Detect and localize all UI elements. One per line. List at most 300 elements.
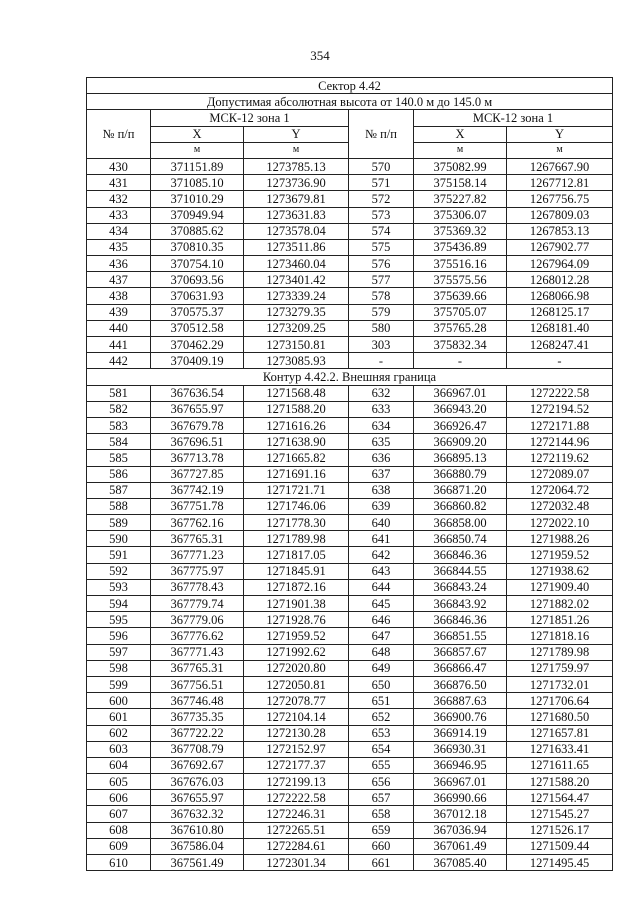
cell-y-left: 1273401.42 bbox=[244, 272, 349, 288]
cell-num-right: 645 bbox=[349, 596, 414, 612]
cell-x-right: 375705.07 bbox=[414, 304, 507, 320]
cell-y-right: 1271988.26 bbox=[507, 531, 613, 547]
cell-y-left: 1273460.04 bbox=[244, 256, 349, 272]
cell-num-right: 647 bbox=[349, 628, 414, 644]
cell-num-left: 597 bbox=[87, 644, 151, 660]
cell-x-left: 367735.35 bbox=[151, 709, 244, 725]
cell-y-right: - bbox=[507, 353, 613, 369]
cell-y-left: 1271992.62 bbox=[244, 644, 349, 660]
cell-y-right: 1267667.90 bbox=[507, 158, 613, 174]
cell-num-right: 660 bbox=[349, 838, 414, 854]
table-row bbox=[87, 757, 613, 773]
table-row bbox=[87, 774, 613, 790]
cell-x-left: 367765.31 bbox=[151, 531, 244, 547]
cell-num-left: 599 bbox=[87, 676, 151, 692]
cell-x-right: 375306.07 bbox=[414, 207, 507, 223]
cell-num-left: 441 bbox=[87, 337, 151, 353]
cell-x-left: 370949.94 bbox=[151, 207, 244, 223]
cell-x-left: 367776.62 bbox=[151, 628, 244, 644]
cell-num-right: 577 bbox=[349, 272, 414, 288]
table-row bbox=[87, 498, 613, 514]
section-title-row bbox=[87, 369, 613, 385]
cell-y-left: 1271845.91 bbox=[244, 563, 349, 579]
cell-num-left: 586 bbox=[87, 466, 151, 482]
cell-num-left: 587 bbox=[87, 482, 151, 498]
cell-y-right: 1271909.40 bbox=[507, 579, 613, 595]
table-row bbox=[87, 434, 613, 450]
cell-num-left: 590 bbox=[87, 531, 151, 547]
cell-x-left: 367696.51 bbox=[151, 434, 244, 450]
cell-num-right: 652 bbox=[349, 709, 414, 725]
cell-x-left: 367636.54 bbox=[151, 385, 244, 401]
cell-x-right: 366946.95 bbox=[414, 757, 507, 773]
cell-x-left: 367610.80 bbox=[151, 822, 244, 838]
page-number: 354 bbox=[310, 48, 330, 63]
cell-y-left: 1271721.71 bbox=[244, 482, 349, 498]
table-row bbox=[87, 466, 613, 482]
cell-x-left: 367779.06 bbox=[151, 612, 244, 628]
cell-x-right: 366844.55 bbox=[414, 563, 507, 579]
cell-num-left: 605 bbox=[87, 774, 151, 790]
cell-num-left: 603 bbox=[87, 741, 151, 757]
cell-y-right: 1271588.20 bbox=[507, 774, 613, 790]
cell-num-left: 585 bbox=[87, 450, 151, 466]
cell-num-left: 582 bbox=[87, 401, 151, 417]
cell-x-left: 371151.89 bbox=[151, 158, 244, 174]
cell-y-right: 1271509.44 bbox=[507, 838, 613, 854]
unit-x-left: м bbox=[151, 142, 244, 158]
height-range-row bbox=[87, 94, 613, 110]
cell-x-right: 367036.94 bbox=[414, 822, 507, 838]
table-body-sector bbox=[87, 158, 613, 368]
cell-num-right: 303 bbox=[349, 337, 414, 353]
cell-x-left: 370754.10 bbox=[151, 256, 244, 272]
table-body-contour bbox=[87, 385, 613, 871]
cell-num-right: - bbox=[349, 353, 414, 369]
cell-y-right: 1272222.58 bbox=[507, 385, 613, 401]
cell-num-right: 632 bbox=[349, 385, 414, 401]
cell-num-left: 606 bbox=[87, 790, 151, 806]
cell-num-right: 653 bbox=[349, 725, 414, 741]
cell-y-right: 1267964.09 bbox=[507, 256, 613, 272]
table-row bbox=[87, 320, 613, 336]
cell-y-left: 1271638.90 bbox=[244, 434, 349, 450]
cell-y-left: 1272301.34 bbox=[244, 855, 349, 871]
cell-x-right: 367085.40 bbox=[414, 855, 507, 871]
cell-num-right: 638 bbox=[349, 482, 414, 498]
cell-num-left: 588 bbox=[87, 498, 151, 514]
table-row bbox=[87, 191, 613, 207]
cell-x-left: 367727.85 bbox=[151, 466, 244, 482]
table-row bbox=[87, 223, 613, 239]
cell-x-right: 375639.66 bbox=[414, 288, 507, 304]
cell-x-right: 366967.01 bbox=[414, 385, 507, 401]
cell-y-right: 1267712.81 bbox=[507, 175, 613, 191]
cell-y-right: 1271657.81 bbox=[507, 725, 613, 741]
table-row bbox=[87, 596, 613, 612]
cell-y-right: 1268181.40 bbox=[507, 320, 613, 336]
cell-y-left: 1273679.81 bbox=[244, 191, 349, 207]
cell-x-right: 375832.34 bbox=[414, 337, 507, 353]
cell-x-left: 371085.10 bbox=[151, 175, 244, 191]
table-row bbox=[87, 401, 613, 417]
cell-num-right: 641 bbox=[349, 531, 414, 547]
cell-num-left: 584 bbox=[87, 434, 151, 450]
cell-x-right: 366858.00 bbox=[414, 515, 507, 531]
cell-x-right: 366926.47 bbox=[414, 417, 507, 433]
cell-y-right: 1267809.03 bbox=[507, 207, 613, 223]
cell-y-left: 1271778.30 bbox=[244, 515, 349, 531]
cell-num-left: 439 bbox=[87, 304, 151, 320]
cell-x-right: 366914.19 bbox=[414, 725, 507, 741]
table-row bbox=[87, 725, 613, 741]
cell-num-left: 433 bbox=[87, 207, 151, 223]
cell-y-left: 1272078.77 bbox=[244, 693, 349, 709]
cell-y-right: 1272022.10 bbox=[507, 515, 613, 531]
cell-y-right: 1268066.98 bbox=[507, 288, 613, 304]
cell-num-right: 570 bbox=[349, 158, 414, 174]
cell-num-left: 601 bbox=[87, 709, 151, 725]
table-row bbox=[87, 628, 613, 644]
cell-x-left: 370409.19 bbox=[151, 353, 244, 369]
cell-x-right: 366990.66 bbox=[414, 790, 507, 806]
cell-num-left: 431 bbox=[87, 175, 151, 191]
cell-num-left: 607 bbox=[87, 806, 151, 822]
unit-x-right: м bbox=[414, 142, 507, 158]
cell-y-right: 1268012.28 bbox=[507, 272, 613, 288]
cell-y-left: 1271691.16 bbox=[244, 466, 349, 482]
cell-num-left: 440 bbox=[87, 320, 151, 336]
cell-y-right: 1271959.52 bbox=[507, 547, 613, 563]
cell-x-right: 366909.20 bbox=[414, 434, 507, 450]
cell-x-left: 367586.04 bbox=[151, 838, 244, 854]
cell-x-right: 375765.28 bbox=[414, 320, 507, 336]
column-header-num-right: № п/п bbox=[349, 110, 414, 159]
cell-num-left: 432 bbox=[87, 191, 151, 207]
cell-x-left: 367771.43 bbox=[151, 644, 244, 660]
cell-x-right: 375516.16 bbox=[414, 256, 507, 272]
table-row bbox=[87, 676, 613, 692]
cell-x-left: 370631.93 bbox=[151, 288, 244, 304]
cell-num-right: 655 bbox=[349, 757, 414, 773]
cell-x-right: 366857.67 bbox=[414, 644, 507, 660]
cell-y-right: 1272144.96 bbox=[507, 434, 613, 450]
coordinates-table bbox=[86, 77, 613, 871]
table-row bbox=[87, 822, 613, 838]
cell-y-left: 1271928.76 bbox=[244, 612, 349, 628]
cell-x-right: 366846.36 bbox=[414, 612, 507, 628]
table-row bbox=[87, 806, 613, 822]
cell-x-left: 367742.19 bbox=[151, 482, 244, 498]
cell-x-right: 366967.01 bbox=[414, 774, 507, 790]
cell-y-left: 1273339.24 bbox=[244, 288, 349, 304]
cell-num-right: 574 bbox=[349, 223, 414, 239]
cell-num-right: 575 bbox=[349, 239, 414, 255]
cell-num-left: 608 bbox=[87, 822, 151, 838]
cell-y-left: 1271872.16 bbox=[244, 579, 349, 595]
table-row bbox=[87, 531, 613, 547]
cell-num-right: 642 bbox=[349, 547, 414, 563]
cell-num-left: 435 bbox=[87, 239, 151, 255]
cell-y-right: 1272119.62 bbox=[507, 450, 613, 466]
coord-system-left: МСК-12 зона 1 bbox=[151, 110, 349, 126]
cell-y-left: 1272050.81 bbox=[244, 676, 349, 692]
cell-num-right: 576 bbox=[349, 256, 414, 272]
table-row bbox=[87, 563, 613, 579]
table-row bbox=[87, 547, 613, 563]
cell-x-right: 366871.20 bbox=[414, 482, 507, 498]
cell-x-right: 375082.99 bbox=[414, 158, 507, 174]
cell-num-right: 649 bbox=[349, 660, 414, 676]
cell-y-right: 1271789.98 bbox=[507, 644, 613, 660]
cell-y-left: 1271746.06 bbox=[244, 498, 349, 514]
table-row bbox=[87, 304, 613, 320]
cell-y-right: 1271526.17 bbox=[507, 822, 613, 838]
cell-num-right: 648 bbox=[349, 644, 414, 660]
table-row bbox=[87, 239, 613, 255]
cell-y-left: 1271616.26 bbox=[244, 417, 349, 433]
cell-x-left: 367762.16 bbox=[151, 515, 244, 531]
cell-y-left: 1273085.93 bbox=[244, 353, 349, 369]
cell-num-right: 646 bbox=[349, 612, 414, 628]
table-row bbox=[87, 660, 613, 676]
header-row-coord-system bbox=[87, 110, 613, 126]
cell-x-left: 370693.56 bbox=[151, 272, 244, 288]
cell-x-left: 367713.78 bbox=[151, 450, 244, 466]
cell-num-left: 591 bbox=[87, 547, 151, 563]
cell-x-left: 367692.67 bbox=[151, 757, 244, 773]
table-row bbox=[87, 482, 613, 498]
cell-x-left: 371010.29 bbox=[151, 191, 244, 207]
cell-y-right: 1271564.47 bbox=[507, 790, 613, 806]
cell-y-right: 1267902.77 bbox=[507, 239, 613, 255]
cell-x-right: 366851.55 bbox=[414, 628, 507, 644]
table-row bbox=[87, 450, 613, 466]
column-header-y-left: Y bbox=[244, 126, 349, 142]
cell-y-left: 1273578.04 bbox=[244, 223, 349, 239]
cell-y-left: 1271959.52 bbox=[244, 628, 349, 644]
unit-y-left: м bbox=[244, 142, 349, 158]
table-row bbox=[87, 838, 613, 854]
cell-y-left: 1271665.82 bbox=[244, 450, 349, 466]
cell-x-left: 370462.29 bbox=[151, 337, 244, 353]
cell-x-left: 367778.43 bbox=[151, 579, 244, 595]
cell-x-right: 366887.63 bbox=[414, 693, 507, 709]
cell-x-right: 375227.82 bbox=[414, 191, 507, 207]
cell-num-left: 594 bbox=[87, 596, 151, 612]
cell-x-left: 367775.97 bbox=[151, 563, 244, 579]
cell-num-left: 600 bbox=[87, 693, 151, 709]
cell-y-right: 1271882.02 bbox=[507, 596, 613, 612]
cell-y-left: 1273736.90 bbox=[244, 175, 349, 191]
cell-num-right: 637 bbox=[349, 466, 414, 482]
table-row bbox=[87, 288, 613, 304]
column-header-x-left: X bbox=[151, 126, 244, 142]
cell-num-right: 650 bbox=[349, 676, 414, 692]
cell-num-right: 573 bbox=[349, 207, 414, 223]
cell-num-right: 578 bbox=[349, 288, 414, 304]
cell-x-right: 366876.50 bbox=[414, 676, 507, 692]
cell-x-right: 366930.31 bbox=[414, 741, 507, 757]
table-row bbox=[87, 337, 613, 353]
cell-y-right: 1271633.41 bbox=[507, 741, 613, 757]
cell-num-left: 437 bbox=[87, 272, 151, 288]
cell-y-right: 1271818.16 bbox=[507, 628, 613, 644]
table-row bbox=[87, 385, 613, 401]
cell-y-right: 1271851.26 bbox=[507, 612, 613, 628]
cell-y-left: 1272104.14 bbox=[244, 709, 349, 725]
cell-y-left: 1271901.38 bbox=[244, 596, 349, 612]
cell-y-left: 1272284.61 bbox=[244, 838, 349, 854]
cell-y-left: 1272152.97 bbox=[244, 741, 349, 757]
cell-num-left: 593 bbox=[87, 579, 151, 595]
coord-system-right: МСК-12 зона 1 bbox=[414, 110, 613, 126]
cell-x-right: 367061.49 bbox=[414, 838, 507, 854]
cell-num-left: 430 bbox=[87, 158, 151, 174]
cell-y-right: 1271938.62 bbox=[507, 563, 613, 579]
column-header-x-right: X bbox=[414, 126, 507, 142]
cell-y-left: 1271789.98 bbox=[244, 531, 349, 547]
sector-title: Сектор 4.42 bbox=[87, 78, 613, 94]
cell-num-right: 640 bbox=[349, 515, 414, 531]
cell-x-left: 367632.32 bbox=[151, 806, 244, 822]
cell-num-right: 572 bbox=[349, 191, 414, 207]
cell-num-right: 633 bbox=[349, 401, 414, 417]
cell-y-left: 1273511.86 bbox=[244, 239, 349, 255]
cell-x-left: 367765.31 bbox=[151, 660, 244, 676]
cell-num-right: 656 bbox=[349, 774, 414, 790]
cell-y-right: 1272089.07 bbox=[507, 466, 613, 482]
cell-x-left: 370810.35 bbox=[151, 239, 244, 255]
cell-num-right: 635 bbox=[349, 434, 414, 450]
cell-y-right: 1272032.48 bbox=[507, 498, 613, 514]
cell-y-left: 1273279.35 bbox=[244, 304, 349, 320]
cell-x-left: 367679.78 bbox=[151, 417, 244, 433]
cell-x-right: 366943.20 bbox=[414, 401, 507, 417]
cell-y-left: 1272246.31 bbox=[244, 806, 349, 822]
table-row bbox=[87, 175, 613, 191]
table-row bbox=[87, 579, 613, 595]
cell-y-left: 1273785.13 bbox=[244, 158, 349, 174]
cell-y-right: 1268125.17 bbox=[507, 304, 613, 320]
table-row bbox=[87, 158, 613, 174]
table-row bbox=[87, 612, 613, 628]
cell-x-left: 367561.49 bbox=[151, 855, 244, 871]
cell-y-right: 1268247.41 bbox=[507, 337, 613, 353]
section-divider bbox=[87, 369, 613, 385]
cell-x-right: 366850.74 bbox=[414, 531, 507, 547]
cell-num-left: 589 bbox=[87, 515, 151, 531]
table-row bbox=[87, 272, 613, 288]
cell-x-right: 367012.18 bbox=[414, 806, 507, 822]
cell-y-right: 1271706.64 bbox=[507, 693, 613, 709]
cell-num-left: 583 bbox=[87, 417, 151, 433]
cell-num-right: 571 bbox=[349, 175, 414, 191]
cell-y-right: 1272194.52 bbox=[507, 401, 613, 417]
cell-num-right: 643 bbox=[349, 563, 414, 579]
cell-x-left: 370885.62 bbox=[151, 223, 244, 239]
cell-num-right: 639 bbox=[349, 498, 414, 514]
table-row bbox=[87, 644, 613, 660]
section-title: Контур 4.42.2. Внешняя граница bbox=[87, 369, 613, 385]
cell-y-right: 1267853.13 bbox=[507, 223, 613, 239]
cell-num-left: 436 bbox=[87, 256, 151, 272]
cell-y-right: 1271611.65 bbox=[507, 757, 613, 773]
table-row bbox=[87, 207, 613, 223]
cell-y-right: 1271680.50 bbox=[507, 709, 613, 725]
cell-num-left: 442 bbox=[87, 353, 151, 369]
cell-y-right: 1271759.97 bbox=[507, 660, 613, 676]
cell-num-right: 651 bbox=[349, 693, 414, 709]
table-row bbox=[87, 515, 613, 531]
cell-x-right: - bbox=[414, 353, 507, 369]
cell-x-right: 366860.82 bbox=[414, 498, 507, 514]
cell-num-right: 659 bbox=[349, 822, 414, 838]
cell-num-right: 654 bbox=[349, 741, 414, 757]
cell-y-left: 1272265.51 bbox=[244, 822, 349, 838]
cell-num-left: 581 bbox=[87, 385, 151, 401]
unit-y-right: м bbox=[507, 142, 613, 158]
cell-y-left: 1272222.58 bbox=[244, 790, 349, 806]
cell-num-right: 657 bbox=[349, 790, 414, 806]
cell-y-left: 1272130.28 bbox=[244, 725, 349, 741]
cell-y-left: 1272177.37 bbox=[244, 757, 349, 773]
cell-x-left: 367751.78 bbox=[151, 498, 244, 514]
cell-x-right: 366843.92 bbox=[414, 596, 507, 612]
cell-y-left: 1272199.13 bbox=[244, 774, 349, 790]
cell-y-right: 1271495.45 bbox=[507, 855, 613, 871]
cell-y-left: 1271817.05 bbox=[244, 547, 349, 563]
cell-y-right: 1272171.88 bbox=[507, 417, 613, 433]
sector-title-row bbox=[87, 78, 613, 94]
column-header-num-left: № п/п bbox=[87, 110, 151, 159]
cell-x-right: 375436.89 bbox=[414, 239, 507, 255]
cell-x-right: 366866.47 bbox=[414, 660, 507, 676]
cell-num-right: 658 bbox=[349, 806, 414, 822]
cell-x-right: 375369.32 bbox=[414, 223, 507, 239]
cell-num-right: 661 bbox=[349, 855, 414, 871]
cell-x-left: 367771.23 bbox=[151, 547, 244, 563]
cell-x-left: 367655.97 bbox=[151, 790, 244, 806]
table-row bbox=[87, 693, 613, 709]
cell-x-right: 366895.13 bbox=[414, 450, 507, 466]
cell-x-right: 366843.24 bbox=[414, 579, 507, 595]
cell-x-left: 367722.22 bbox=[151, 725, 244, 741]
cell-num-right: 636 bbox=[349, 450, 414, 466]
table-row bbox=[87, 741, 613, 757]
table-row bbox=[87, 790, 613, 806]
cell-x-right: 375575.56 bbox=[414, 272, 507, 288]
cell-x-right: 366900.76 bbox=[414, 709, 507, 725]
cell-y-left: 1272020.80 bbox=[244, 660, 349, 676]
cell-x-right: 366880.79 bbox=[414, 466, 507, 482]
height-range: Допустимая абсолютная высота от 140.0 м до 145.0 м bbox=[87, 94, 613, 110]
table-row bbox=[87, 855, 613, 871]
cell-x-right: 375158.14 bbox=[414, 175, 507, 191]
cell-num-right: 580 bbox=[349, 320, 414, 336]
cell-y-left: 1271588.20 bbox=[244, 401, 349, 417]
cell-y-left: 1273209.25 bbox=[244, 320, 349, 336]
cell-y-left: 1273150.81 bbox=[244, 337, 349, 353]
table-row bbox=[87, 709, 613, 725]
cell-num-right: 644 bbox=[349, 579, 414, 595]
table-row bbox=[87, 256, 613, 272]
cell-y-right: 1271732.01 bbox=[507, 676, 613, 692]
table-row bbox=[87, 417, 613, 433]
cell-num-right: 634 bbox=[349, 417, 414, 433]
cell-num-left: 596 bbox=[87, 628, 151, 644]
cell-num-right: 579 bbox=[349, 304, 414, 320]
